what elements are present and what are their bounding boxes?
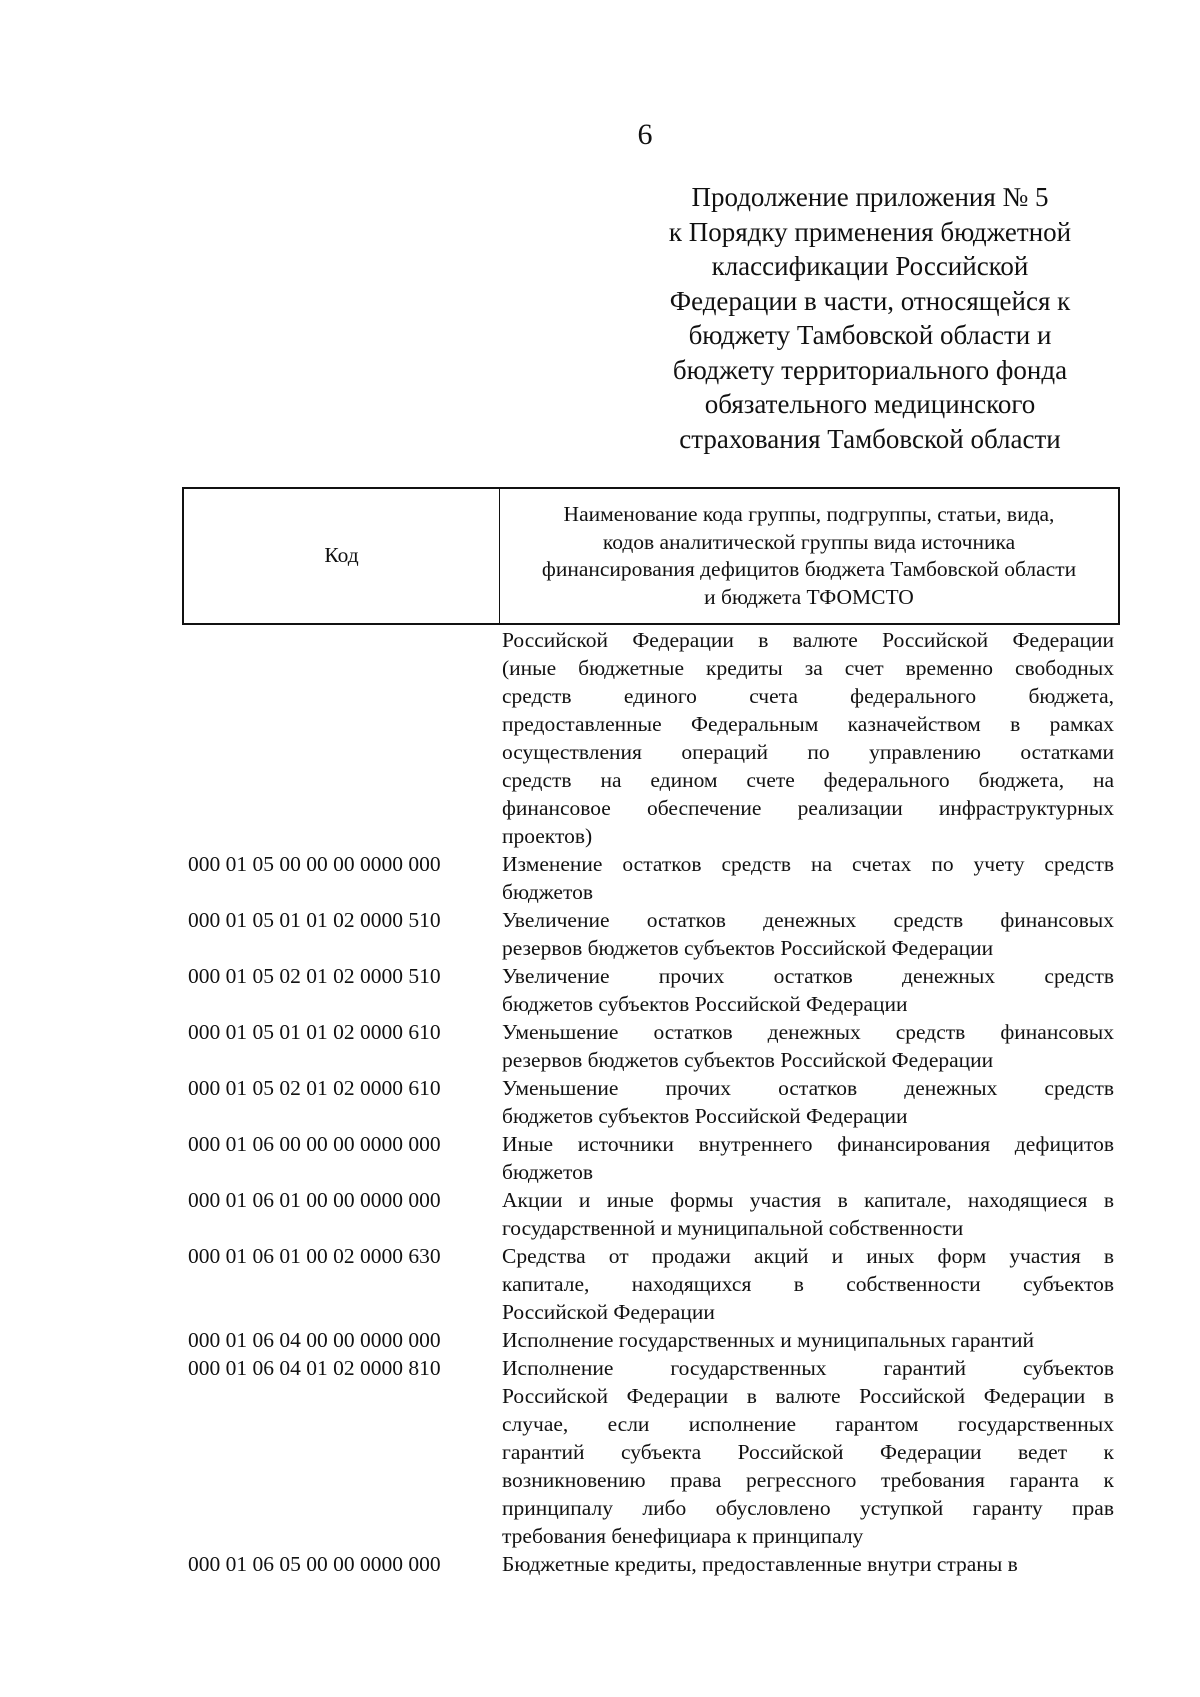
row-name-line: капитале, находящихся в собственности субъектов (502, 1272, 1114, 1296)
row-name (497, 626, 1120, 850)
row-name-line: государственной и муниципальной собственности (502, 1216, 964, 1240)
row-name (497, 1354, 1120, 1550)
row-name (497, 1074, 1120, 1130)
table-row (182, 1074, 1120, 1130)
row-name-line: бюджетов субъектов Российской Федерации (502, 992, 908, 1016)
table-row (182, 1130, 1120, 1186)
row-name-line: бюджетов субъектов Российской Федерации (502, 1104, 908, 1128)
row-name-line: (иные бюджетные кредиты за счет временно свободных (502, 656, 1114, 680)
table-row (182, 850, 1120, 906)
table-row (182, 1242, 1120, 1326)
row-name-line: Иные источники внутреннего финансирования дефицитов (502, 1132, 1114, 1156)
row-name-line: средств на едином счете федерального бюджета, на (502, 768, 1114, 792)
header-name-line: кодов аналитической группы вида источника (602, 529, 1016, 554)
row-name-line: Уменьшение остатков денежных средств финансовых (502, 1020, 1114, 1044)
row-name-line: Увеличение остатков денежных средств финансовых (502, 908, 1114, 932)
row-name (497, 906, 1120, 962)
row-name-line: финансовое обеспечение реализации инфраструктурных (502, 796, 1114, 820)
row-code: 000 01 05 01 01 02 0000 610 (188, 1020, 441, 1044)
appendix-heading (640, 180, 1100, 456)
table-row (182, 626, 1120, 850)
page-number: 6 (637, 118, 653, 151)
header-name-line: финансирования дефицитов бюджета Тамбовской области (541, 557, 1077, 581)
header-name-line: Наименование кода группы, подгруппы, статьи, вида, (563, 502, 1055, 526)
row-name-line: бюджетов (502, 880, 593, 904)
row-name-line: Акции и иные формы участия в капитале, находящиеся в (502, 1188, 1114, 1212)
table-body (182, 626, 1120, 1578)
row-name-line: возникновению права регрессного требования гаранта к (502, 1468, 1114, 1492)
row-name-line: Российской Федерации в валюте Российской Федерации в (502, 1384, 1114, 1408)
row-name-line: Исполнение государственных гарантий субъектов (502, 1356, 1114, 1380)
row-name-line: Исполнение государственных и муниципальных гарантий (502, 1328, 1034, 1352)
row-name-line: Увеличение прочих остатков денежных средств (502, 964, 1114, 988)
row-name-line: случае, если исполнение гарантом государственных (502, 1412, 1114, 1436)
row-name (497, 1242, 1120, 1326)
table-row (182, 906, 1120, 962)
row-name-line: Изменение остатков средств на счетах по учету средств (502, 852, 1114, 876)
row-name-line: требования бенефициара к принципалу (502, 1524, 864, 1548)
table-row (182, 1018, 1120, 1074)
row-name (497, 1550, 1120, 1578)
row-code: 000 01 05 02 01 02 0000 610 (188, 1076, 441, 1100)
row-name-line: Российской Федерации (502, 1300, 715, 1324)
header-name-line: и бюджета ТФОМСТО (704, 584, 914, 609)
row-code: 000 01 05 01 01 02 0000 510 (188, 908, 441, 932)
table-row (182, 1354, 1120, 1550)
row-code: 000 01 05 02 01 02 0000 510 (188, 964, 441, 988)
row-name (497, 962, 1120, 1018)
row-name (497, 1130, 1120, 1186)
appendix-heading-line: бюджету территориального фонда (672, 354, 1068, 385)
row-code: 000 01 06 01 00 02 0000 630 (188, 1244, 441, 1268)
row-name-line: резервов бюджетов субъектов Российской Федерации (502, 936, 994, 960)
row-code: 000 01 05 00 00 00 0000 000 (188, 852, 441, 876)
row-name-line: гарантий субъекта Российской Федерации ведет к (502, 1440, 1114, 1464)
row-name-line: осуществления операций по управлению остатками (502, 740, 1114, 764)
row-name-line: резервов бюджетов субъектов Российской Федерации (502, 1048, 994, 1072)
header-code-cell: Код (184, 489, 500, 623)
row-name-line: средств единого счета федерального бюджета, (502, 684, 1114, 708)
row-name (497, 1018, 1120, 1074)
appendix-heading-line: классификации Российской (711, 251, 1029, 281)
row-code: 000 01 06 00 00 00 0000 000 (188, 1132, 441, 1156)
row-code: 000 01 06 04 00 00 0000 000 (188, 1328, 441, 1352)
row-code: 000 01 06 01 00 00 0000 000 (188, 1188, 441, 1212)
row-name (497, 850, 1120, 906)
appendix-heading-line: к Порядку применения бюджетной (668, 216, 1072, 247)
row-name-line: бюджетов (502, 1160, 593, 1184)
appendix-heading-line: бюджету Тамбовской области и (688, 320, 1052, 350)
row-name-line: Уменьшение прочих остатков денежных средств (502, 1076, 1114, 1100)
appendix-heading-line: Федерации в части, относящейся к (669, 285, 1071, 316)
appendix-heading-line: страхования Тамбовской области (679, 423, 1061, 454)
row-name-line: Средства от продажи акций и иных форм участия в (502, 1244, 1114, 1268)
table-header (182, 487, 1120, 625)
table-row (182, 1186, 1120, 1242)
row-name (497, 1186, 1120, 1242)
row-name-line: Российской Федерации в валюте Российской Федерации (502, 628, 1114, 652)
table-row (182, 1326, 1120, 1354)
table-row (182, 962, 1120, 1018)
header-name-cell (500, 489, 1118, 623)
row-name-line: принципалу либо обусловлено уступкой гаранту прав (502, 1496, 1114, 1520)
table-row (182, 1550, 1120, 1578)
row-code: 000 01 06 05 00 00 0000 000 (188, 1552, 441, 1576)
row-name (497, 1326, 1120, 1354)
row-name-line: Бюджетные кредиты, предоставленные внутри страны в (502, 1552, 1018, 1576)
appendix-heading-line: обязательного медицинского (704, 389, 1036, 419)
appendix-heading-line: Продолжение приложения № 5 (691, 182, 1049, 212)
row-code: 000 01 06 04 01 02 0000 810 (188, 1356, 441, 1380)
row-name-line: предоставленные Федеральным казначейством в рамках (502, 712, 1114, 736)
row-name-line: проектов) (502, 824, 593, 848)
